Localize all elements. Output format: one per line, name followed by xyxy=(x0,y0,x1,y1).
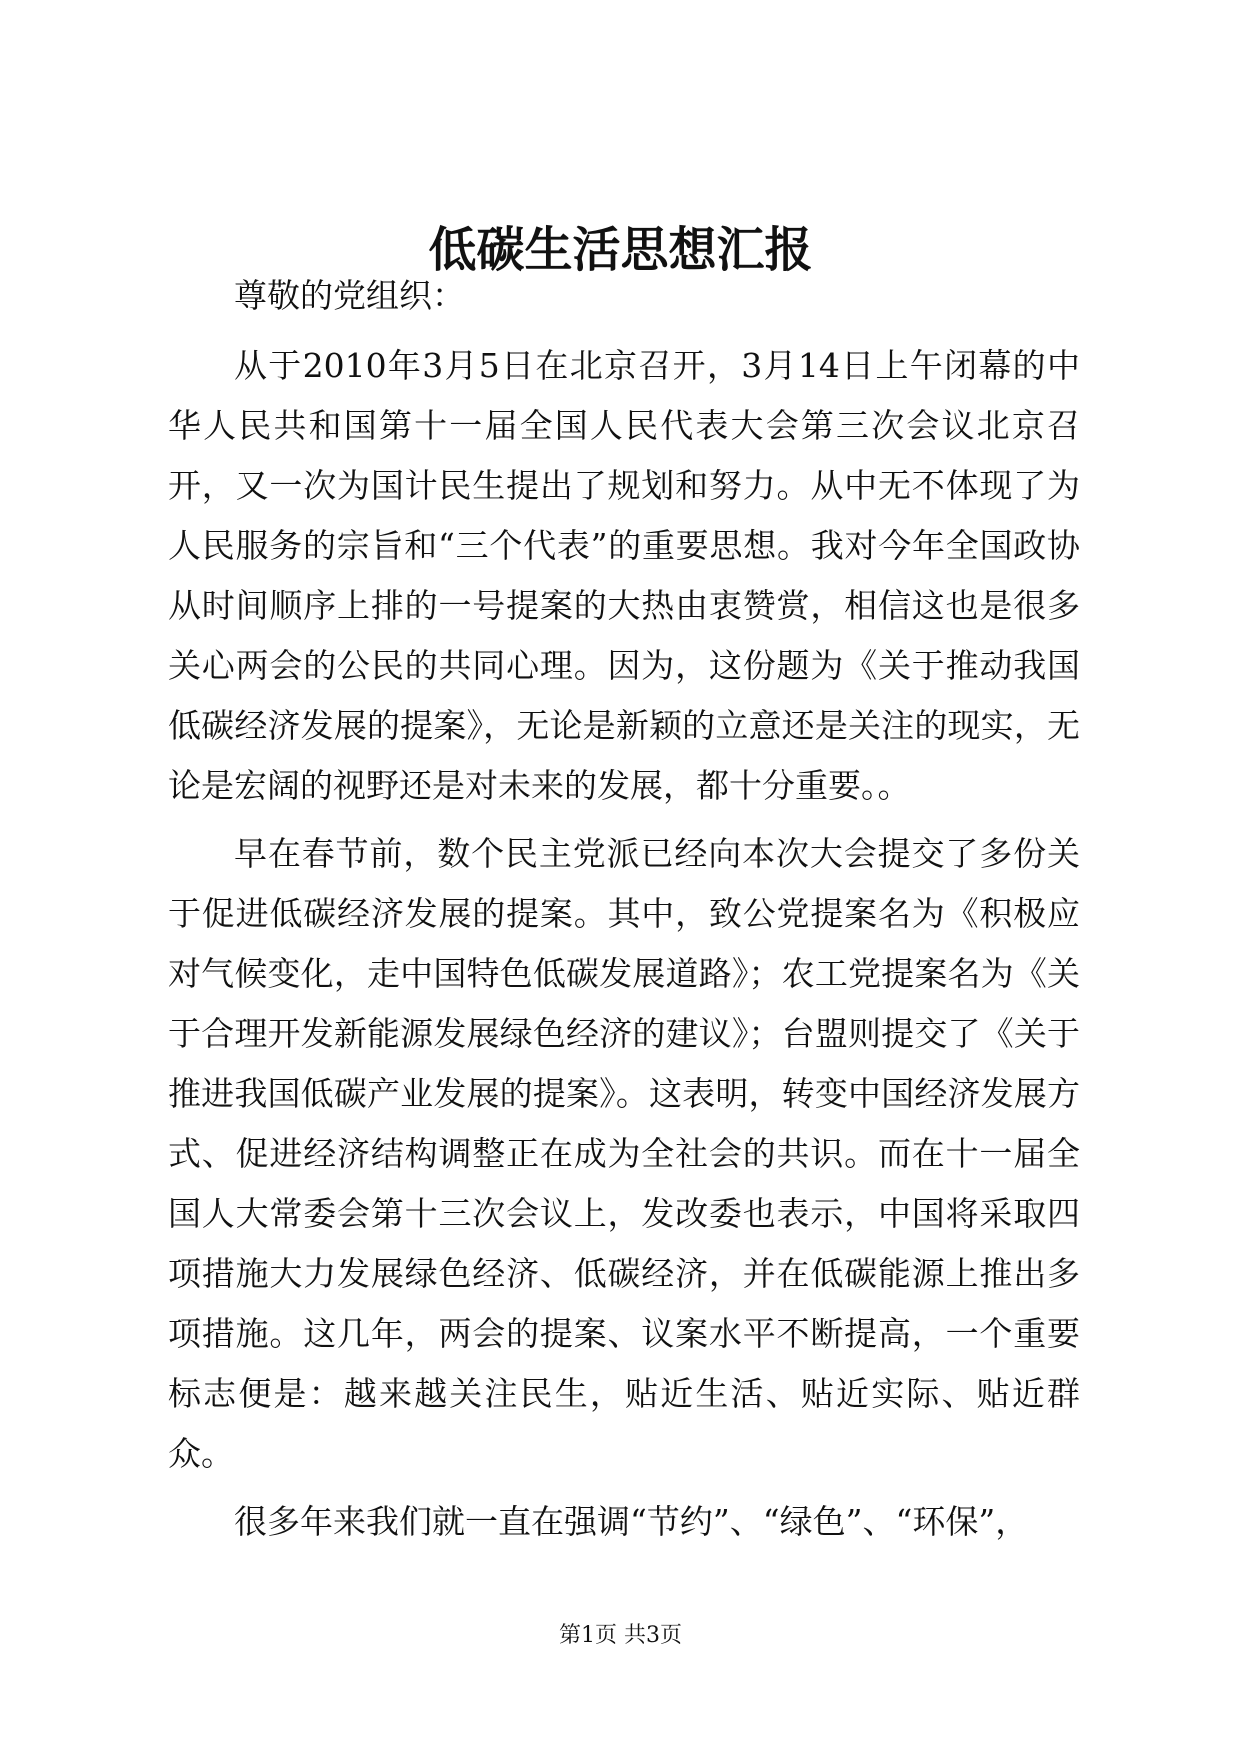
paragraph-1: 从于2010年3月5日在北京召开，3月14日上午闭幕的中华人民共和国第十一届全国人民代表大会第三次会议北京召开，又一次为国计民生提出了规划和努力。从中无不体现了为人民服务的宗旨和“三个代表”的重要思想。我对今年全国政协从时间顺序上排的一号提案的大热由衷赞赏，相信这也是很多关心两会的公民的共同心理。因为，这份题为《关于推动我国低碳经济发展的提案》，无论是新颖的立意还是关注的现实，无论是宏阔的视野还是对未来的发展，都十分重要。。 xyxy=(168,346,1080,805)
document-body xyxy=(168,266,1080,1552)
paragraph-2: 早在春节前，数个民主党派已经向本次大会提交了多份关于促进低碳经济发展的提案。其中，致公党提案名为《积极应对气候变化，走中国特色低碳发展道路》；农工党提案名为《关于合理开发新能源发展绿色经济的建议》；台盟则提交了《关于推进我国低碳产业发展的提案》。这表明，转变中国经济发展方式、促进经济结构调整正在成为全社会的共识。而在十一届全国人大常委会第十三次会议上，发改委也表示，中国将采取四项措施大力发展绿色经济、低碳经济，并在低碳能源上推出多项措施。这几年，两会的提案、议案水平不断提高，一个重要标志便是：越来越关注民生，贴近生活、贴近实际、贴近群众。 xyxy=(168,834,1080,1473)
document-title: 低碳生活思想汇报 xyxy=(428,222,813,278)
salutation: 尊敬的党组织： xyxy=(234,276,465,315)
paragraph-3: 很多年来我们就一直在强调“节约”、“绿色”、“环保”， xyxy=(234,1502,1029,1541)
page-footer: 第1页 共3页 xyxy=(559,1623,682,1648)
